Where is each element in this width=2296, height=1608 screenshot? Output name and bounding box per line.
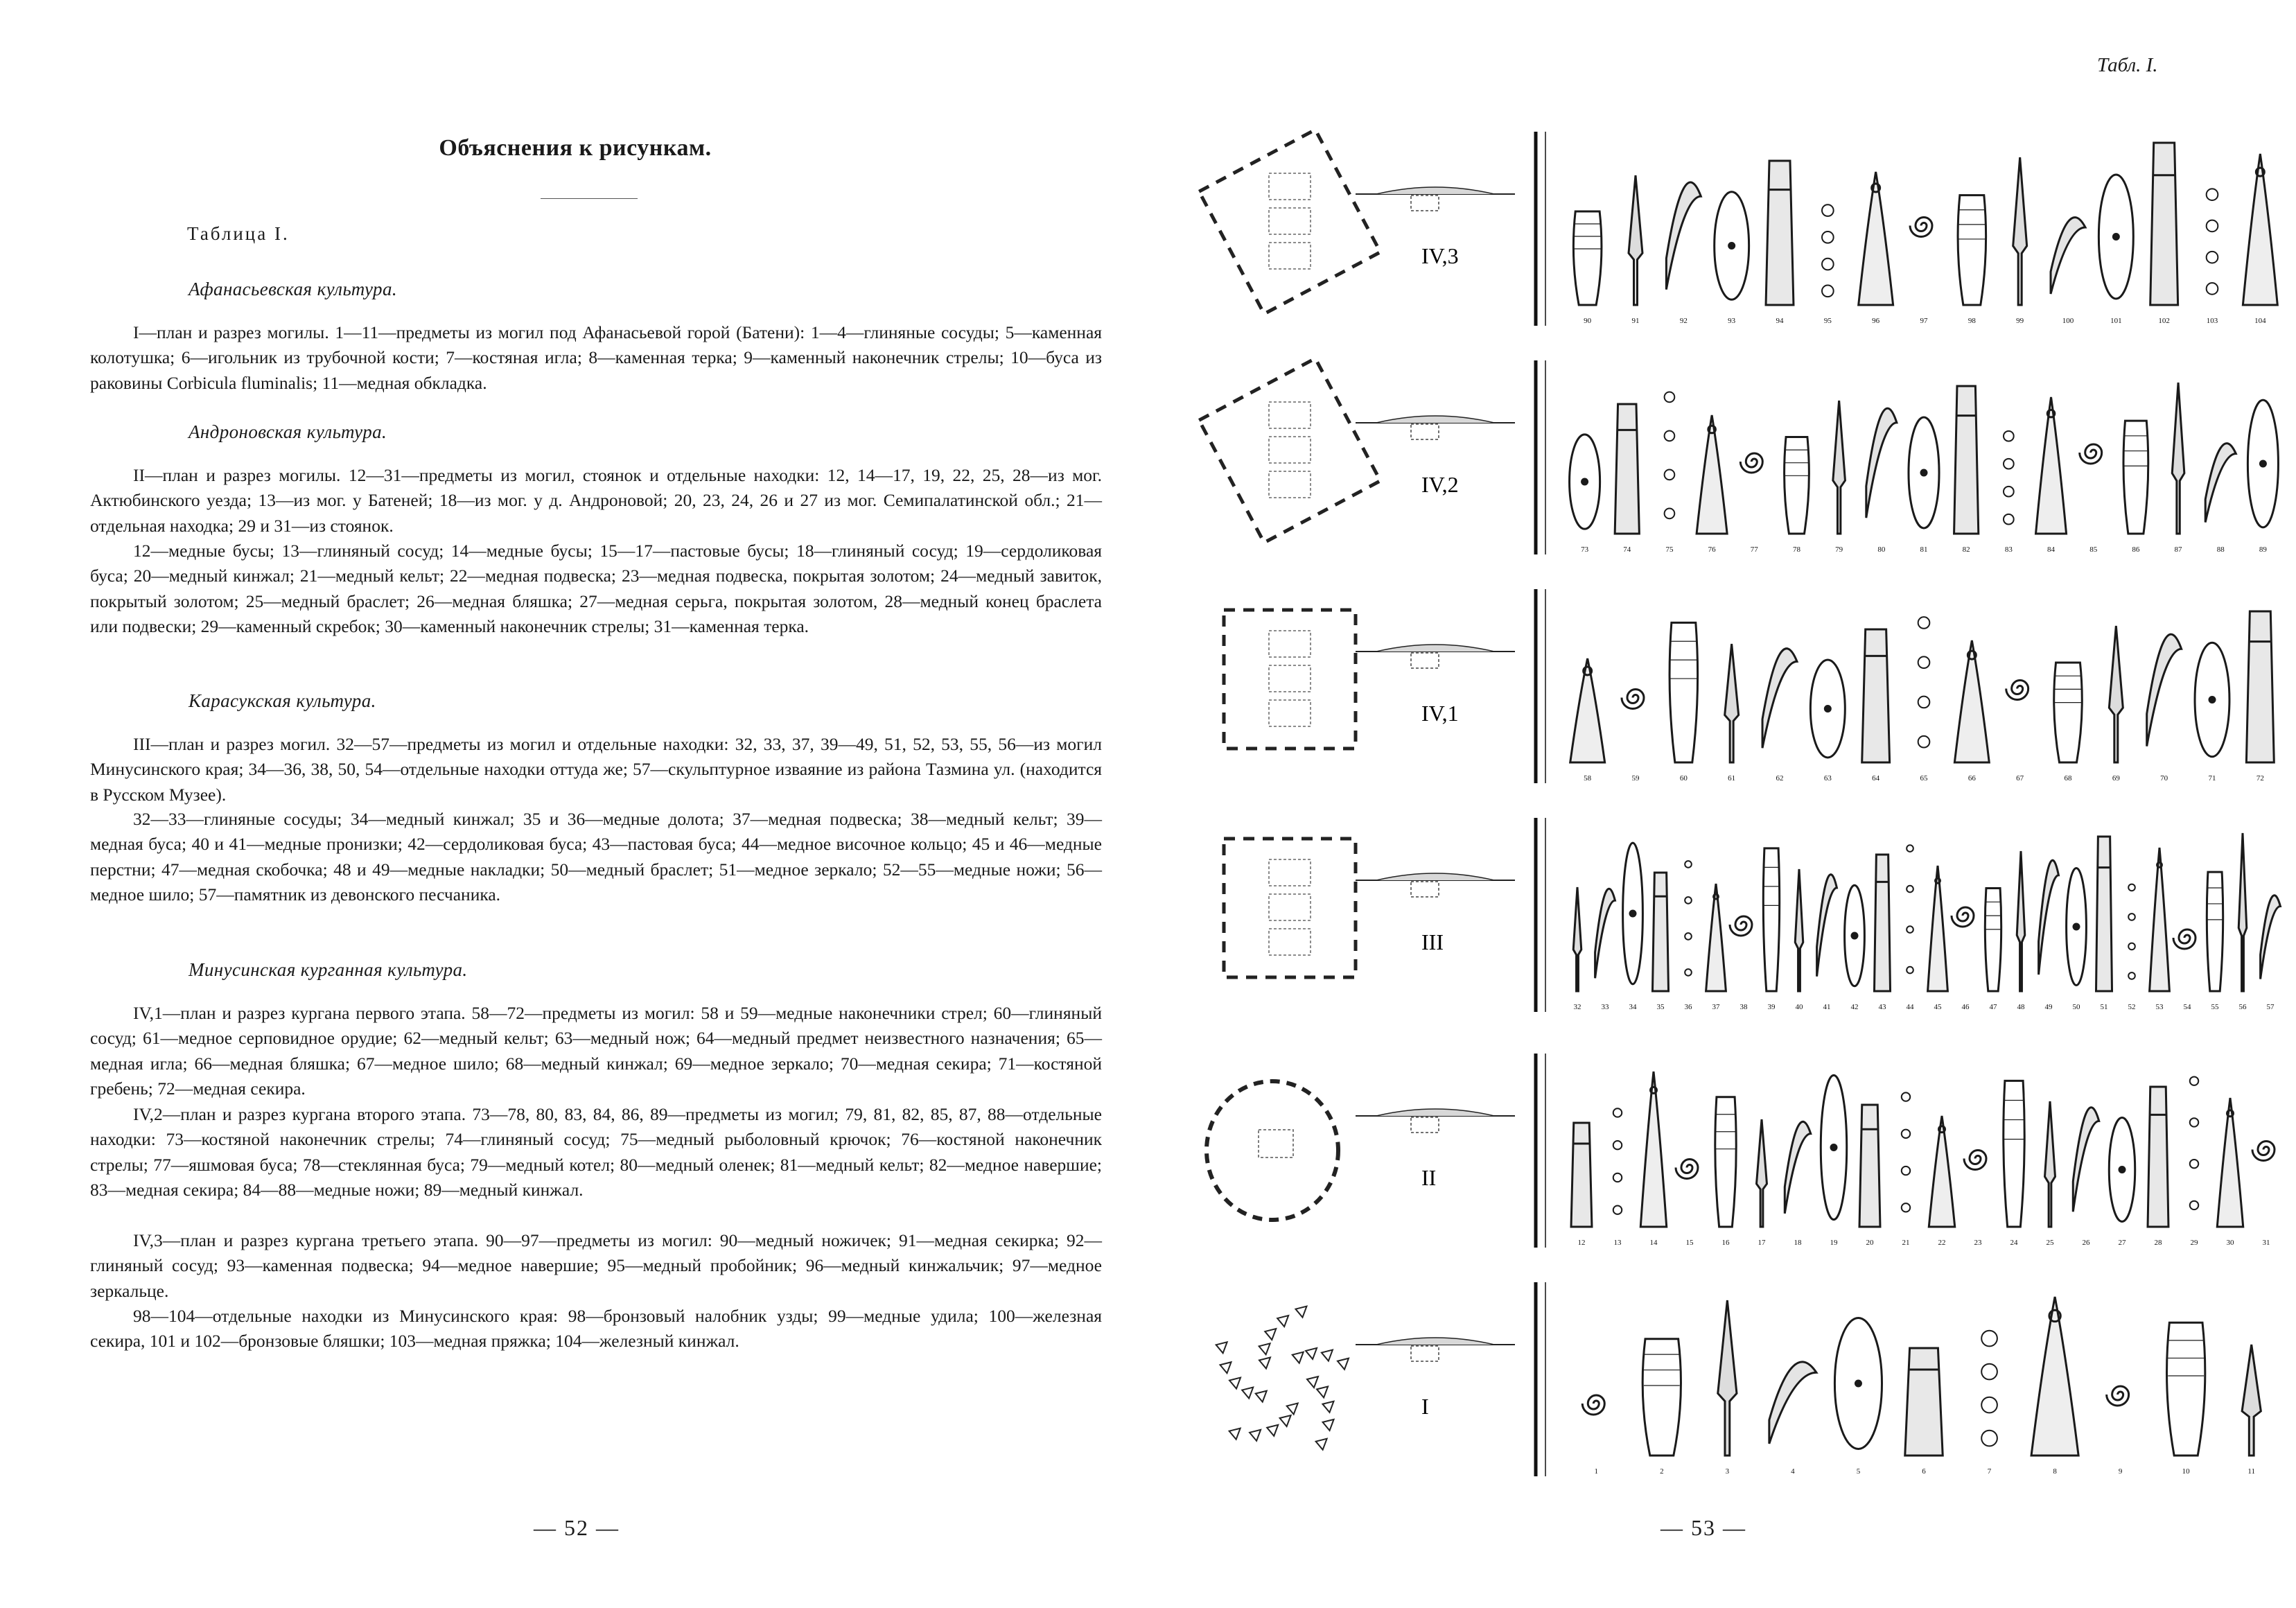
paragraph: IV,3—план и разрез кургана третьего этапа. 90—97—предметы из могил: 90—медный ножичек; 91—медная секирка; 92—глиняный сосуд; 93—каменная подвеска; 94—медное навершие; 95—медный пробойник; 96—медный кинжальчик; 97—медное зеркальце. (90, 1230, 1102, 1301)
artifact-figure (1905, 1348, 1943, 1476)
figure-number: 11 (2247, 1467, 2256, 1476)
figure-number: 74 (1623, 545, 1631, 554)
figure-number: 46 (1961, 1003, 1970, 1011)
artifact-figure (1697, 415, 1727, 554)
figure-number: 47 (1989, 1003, 1997, 1011)
artifact-figure (1676, 1160, 1698, 1248)
page-number: — 52 — (534, 1515, 620, 1540)
figure-number: 44 (1906, 1003, 1914, 1011)
artifact-figure (1954, 386, 1979, 554)
artifact-figure (1665, 392, 1675, 554)
figure-number: 38 (1739, 1003, 1748, 1011)
row-label: I (1421, 1394, 1429, 1419)
artifact-figure (2080, 444, 2102, 554)
figure-number: 6 (1922, 1467, 1926, 1476)
artifact-figure (1582, 1395, 1604, 1476)
figure-number: 70 (2160, 774, 2168, 783)
artifact-figure (2207, 189, 2218, 325)
artifact-figure (2167, 1322, 2205, 1476)
figure-number: 104 (2254, 317, 2266, 325)
artifact-figure (2109, 1118, 2135, 1248)
mound-section (1356, 416, 1515, 439)
figure-number: 15 (1685, 1239, 1694, 1247)
figure-number: 24 (2010, 1239, 2018, 1247)
figure-number: 63 (1823, 774, 1832, 783)
figure-number: 43 (1878, 1003, 1886, 1011)
figure-number: 58 (1584, 774, 1592, 783)
row-label: IV,1 (1421, 701, 1459, 726)
artifact-figure (2054, 663, 2083, 783)
figure-number: 28 (2154, 1239, 2162, 1247)
artifact-figure (2051, 218, 2085, 325)
figure-number: 99 (2016, 317, 2024, 325)
figure-number: 65 (1920, 774, 1928, 783)
artifact-figure (1762, 649, 1797, 783)
figure-number: 9 (2118, 1467, 2123, 1476)
table-label: Таблица I. (187, 223, 290, 244)
figure-number: 7 (1987, 1467, 1992, 1476)
figure-number: 85 (2089, 545, 2098, 554)
figure-number: 3 (1725, 1467, 1730, 1476)
figure-number: 83 (2004, 545, 2013, 554)
figure-number: 100 (2062, 317, 2074, 325)
artifact-figure (1730, 916, 1752, 1011)
artifact-figure (2031, 1297, 2078, 1476)
artifact-figure (1715, 1097, 1736, 1247)
figure-number: 21 (1902, 1239, 1910, 1247)
artifact-figure (1795, 869, 1803, 1011)
artifact-figure (2006, 681, 2028, 783)
figure-number: 49 (2044, 1003, 2053, 1011)
artifact-figure (1859, 172, 1893, 325)
artifact-figure (2247, 400, 2278, 554)
grave-plan (1216, 1306, 1349, 1450)
artifact-figure (1907, 845, 1915, 1011)
artifact-figure (1964, 1151, 1986, 1248)
artifact-figure (2017, 851, 2025, 1011)
figure-number: 84 (2047, 545, 2056, 554)
figure-number: 55 (2211, 1003, 2219, 1011)
figure-number: 34 (1629, 1003, 1637, 1011)
figure-number: 90 (1584, 317, 1592, 325)
plate-row (1216, 1282, 2261, 1476)
artifact-figure (1715, 192, 1749, 325)
artifact-figure (2123, 421, 2148, 554)
figure-number: 69 (2112, 774, 2120, 783)
figure-number: 30 (2226, 1239, 2234, 1247)
figure-number: 2 (1660, 1467, 1664, 1476)
figure-number: 45 (1934, 1003, 1942, 1011)
artifact-figure (1821, 1075, 1846, 1247)
paragraph: II—план и разрез могилы. 12—31—предметы из могил, стоянок и отдельные находки: 12, 14—17, 19, 22, 25, 28—из мог. Актюбинского уезда; 13—из мог. у Батеней; 18—из мог. у д. Андроновой; 20, 23, 24, 26 и 27 из мог. Семипалатинской обл.; 21—отдельная находка; 29 и 31—из стоянок. (90, 465, 1102, 536)
artifact-figure (1785, 1121, 1810, 1247)
mound-section (1356, 645, 1515, 668)
plate-illustration (1148, 0, 2296, 1497)
grave-plan (1224, 839, 1356, 977)
artifact-figure (2148, 1087, 2168, 1247)
figure-number: 62 (1776, 774, 1784, 783)
figure-number: 31 (2262, 1239, 2270, 1247)
mound-section (1356, 187, 1515, 211)
artifact-figure (1629, 175, 1642, 325)
figure-number: 94 (1776, 317, 1784, 325)
figure-number: 71 (2208, 774, 2216, 783)
figure-number: 50 (2072, 1003, 2080, 1011)
figure-number: 29 (2190, 1239, 2198, 1247)
row-label: II (1421, 1165, 1437, 1190)
figure-number: 73 (1581, 545, 1589, 554)
grave-plan (1224, 610, 1356, 749)
plate-row (1224, 589, 2274, 783)
artifact-figure (1652, 873, 1668, 1011)
artifact-figure (2004, 1081, 2024, 1247)
figure-number: 101 (2110, 317, 2122, 325)
artifact-figure (1866, 408, 1897, 554)
figure-number: 91 (1631, 317, 1640, 325)
artifact-figure (2217, 1098, 2243, 1247)
figure-number: 86 (2132, 545, 2140, 554)
artifact-figure (1785, 437, 1809, 554)
figure-number: 95 (1823, 317, 1832, 325)
artifact-figure (1954, 640, 1989, 783)
artifact-figure (1623, 843, 1643, 1011)
artifact-figure (1810, 660, 1845, 783)
artifact-figure (1981, 1331, 1997, 1476)
paragraph: IV,2—план и разрез кургана второго этапа. 73—78, 80, 83, 84, 86, 89—предметы из могил; 79, 81, 82, 85, 87, 88—отдельные находки: 73—костяной наконечник стрелы; 74—глиняный сосуд; 75—медный рыболовный крючок; 76—костяной наконечник стрелы; 77—яшмовая буса; 78—стеклянная буса; 79—медный котел; 80—медный оленек; 81—медный кельт; 82—медное навершие; 83—медная секира; 84—88—медные ножи; 89—медный кинжал. (90, 1104, 1102, 1200)
artifact-figure (2013, 157, 2027, 325)
artifact-figure (2073, 1108, 2098, 1247)
artifact-figure (1570, 435, 1600, 554)
artifact-figure (1859, 1105, 1880, 1247)
plate-row (1199, 130, 2277, 326)
artifact-figure (1985, 889, 2001, 1012)
figure-number: 93 (1728, 317, 1736, 325)
figure-number: 97 (1920, 317, 1928, 325)
artifact-figure (1571, 1123, 1592, 1247)
artifact-figure (1573, 211, 1602, 325)
artifact-figure (1763, 848, 1779, 1011)
figure-number: 8 (2053, 1467, 2057, 1476)
paragraph: I—план и разрез могилы. 1—11—предметы из могил под Афанасьевой горой (Батени): 1—4—глиняные сосуды; 5—каменная колотушка; 6—игольник из трубочной кости; 7—костяная игла; 8—каменная терка; 9—каменный наконечник стрелы; 10—буса из раковины Corbicula fluminalis; 11—медная обкладка. (90, 322, 1102, 393)
figure-number: 39 (1767, 1003, 1776, 1011)
plate-rows (1199, 130, 2280, 1476)
artifact-figure (1670, 622, 1698, 783)
figure-number: 35 (1656, 1003, 1665, 1011)
figure-number: 18 (1794, 1239, 1802, 1247)
figure-number: 33 (1601, 1003, 1609, 1011)
figure-number: 37 (1712, 1003, 1720, 1011)
artifact-figure (1570, 658, 1605, 783)
plate-row (1199, 358, 2278, 554)
figure-number: 68 (2064, 774, 2072, 783)
figure-number: 1 (1594, 1467, 1599, 1476)
artifact-figure (2238, 833, 2247, 1011)
figure-number: 23 (1974, 1239, 1982, 1247)
page-heading: Объяснения к рисункам. (439, 135, 712, 161)
artifact-figure (1725, 644, 1739, 783)
figure-number: 20 (1866, 1239, 1874, 1247)
row-label: IV,2 (1421, 472, 1459, 497)
artifact-figure (2252, 1142, 2275, 1247)
figure-number: 56 (2238, 1003, 2247, 1011)
artifact-figure (2173, 929, 2196, 1011)
figure-number: 40 (1795, 1003, 1803, 1011)
artifact-figure (1833, 401, 1846, 554)
artifact-figure (1834, 1318, 1882, 1476)
artifact-figure (1622, 690, 1644, 783)
figure-number: 52 (2128, 1003, 2136, 1011)
paragraph: 32—33—глиняные сосуды; 34—медный кинжал; 35 и 36—медные долота; 37—медная подвеска; 38—медный кельт; 39—медная буса; 40 и 41—медные пронизки; 42—сердоликовая буса; 43—пастовая буса; 44—медное височное кольцо; 45 и 46—медные перстни; 47—медная скобочка; 48 и 49—медные накладки; 50—медный браслет; 51—медное зеркало; 52—55—медные ножи; 56—медное шило; 57—памятник из девонского песчаника. (90, 809, 1102, 905)
figure-number: 66 (1968, 774, 1976, 783)
row-label: III (1421, 929, 1444, 954)
artifact-figure (1929, 1116, 1954, 1247)
figure-number: 16 (1721, 1239, 1730, 1247)
artifact-figure (2004, 431, 2014, 554)
artifact-figure (2261, 895, 2281, 1011)
paragraph: IV,1—план и разрез кургана первого этапа. 58—72—предметы из могил: 58 и 59—медные наконечники стрел; 60—глиняный сосуд; 61—медное серповидное орудие; 62—медный кельт; 63—медный нож; 64—медный предмет неизвестного назначения; 65—медная игла; 66—медная бляшка; 67—медное шило; 68—медный кинжал; 69—медное зеркало; 70—медная секира; 71—костяной гребень; 72—медная секира. (90, 1003, 1102, 1099)
figure-number: 22 (1938, 1239, 1946, 1247)
artifact-figure (1817, 875, 1837, 1011)
figure-number: 76 (1708, 545, 1716, 554)
section-title-karasuk: Карасукская культура. (189, 690, 376, 711)
artifact-figure (1822, 204, 1834, 325)
artifact-figure (1595, 889, 1615, 1011)
artifact-figure (2243, 154, 2277, 325)
heading-divider (541, 198, 638, 199)
artifact-figure (2067, 868, 2087, 1011)
figure-number: 78 (1792, 545, 1800, 554)
artifact-figure (2150, 848, 2170, 1011)
figure-number: 80 (1877, 545, 1886, 554)
artifact-figure (2036, 397, 2067, 554)
artifact-figure (2128, 884, 2136, 1011)
figure-number: 103 (2206, 317, 2218, 325)
figure-number: 51 (2100, 1003, 2108, 1011)
artifact-figure (1718, 1300, 1737, 1476)
plate-label: Табл. I. (2097, 54, 2158, 76)
artifact-figure (1706, 884, 1726, 1011)
paragraph: 98—104—отдельные находки из Минусинского края: 98—бронзовый налобник узды; 99—медные удила; 100—железная секира, 101 и 102—бронзовые бляшки; 103—медная пряжка; 104—железный кинжал. (90, 1306, 1102, 1352)
artifact-figure (1573, 887, 1581, 1011)
section-title-minusinsk: Минусинская курганная культура. (189, 959, 468, 980)
figure-number: 10 (2182, 1467, 2190, 1476)
grave-plan (1199, 130, 1381, 314)
artifact-figure (2246, 611, 2274, 783)
figure-number: 41 (1823, 1003, 1831, 1011)
figure-number: 5 (1856, 1467, 1861, 1476)
figure-number: 12 (1577, 1239, 1586, 1247)
mound-section (1356, 1338, 1515, 1361)
artifact-figure (2205, 444, 2236, 554)
artifact-figure (1769, 1362, 1816, 1476)
artifact-figure (2096, 837, 2112, 1011)
figure-number: 77 (1750, 545, 1758, 554)
figure-number: 54 (2183, 1003, 2191, 1011)
plate-row (1207, 1054, 2275, 1248)
figure-number: 102 (2158, 317, 2170, 325)
paragraph: 12—медные бусы; 13—глиняный сосуд; 14—медные бусы; 15—17—пастовые бусы; 18—глиняный сосуд; 19—сердоликовая буса; 20—медный кинжал; 21—медный кельт; 22—медная подвеска; 23—медная подвеска, покрытая золотом; 24—медный завиток, покрытый золотом; 25—медный браслет; 26—медная бляшка; 27—медная серьга, покрытая золотом, 28—медный конец браслета или подвески; 29—каменный скребок; 30—каменный наконечник стрелы; 31—каменная терка. (90, 541, 1102, 637)
figure-number: 26 (2082, 1239, 2090, 1247)
figure-number: 81 (1920, 545, 1928, 554)
figure-number: 96 (1872, 317, 1880, 325)
figure-number: 87 (2174, 545, 2182, 554)
paragraph: III—план и разрез могил. 32—57—предметы из могил и отдельные находки: 32, 33, 37, 39—49, 51, 52, 53, 55, 56—из могил Минусинского края; 34—36, 38, 50, 54—отдельные находки оттуда же; 57—скульптурное изваяние из района Тазмина ул. (находится в Русском Музее). (90, 734, 1102, 805)
artifact-figure (1757, 1119, 1767, 1247)
figure-number: 60 (1679, 774, 1688, 783)
artifact-figure (2147, 634, 2182, 783)
artifact-figure (1909, 417, 1939, 554)
figure-number: 25 (2046, 1239, 2054, 1247)
figure-number: 17 (1758, 1239, 1766, 1247)
artifact-figure (1952, 907, 1974, 1011)
artifact-figure (1910, 218, 1932, 326)
grave-plan (1199, 358, 1381, 543)
artifact-figure (2045, 1101, 2056, 1247)
artifact-figure (1685, 861, 1693, 1011)
figure-number: 88 (2216, 545, 2225, 554)
figure-number: 53 (2155, 1003, 2164, 1011)
section-title-andronovo: Андроновская культура. (189, 421, 387, 442)
figure-number: 48 (2017, 1003, 2025, 1011)
artifact-figure (2109, 626, 2123, 783)
artifact-figure (2242, 1345, 2261, 1476)
artifact-figure (1918, 617, 1930, 783)
figure-number: 75 (1665, 545, 1674, 554)
mound-section (1356, 1109, 1515, 1133)
artifact-figure (2195, 643, 2229, 783)
artifact-figure (1666, 182, 1701, 325)
figure-number: 32 (1573, 1003, 1581, 1011)
figure-number: 67 (2016, 774, 2024, 783)
figure-number: 59 (1631, 774, 1640, 783)
artifact-figure (1862, 629, 1890, 783)
artifact-figure (1640, 1072, 1666, 1247)
figure-number: 19 (1830, 1239, 1838, 1247)
artifact-figure (2190, 1076, 2198, 1247)
mound-section (1356, 873, 1515, 897)
figure-number: 64 (1872, 774, 1880, 783)
figure-number: 27 (2118, 1239, 2126, 1247)
artifact-figure (1615, 404, 1639, 554)
figure-number: 57 (2266, 1003, 2275, 1011)
artifact-figure (1928, 866, 1948, 1011)
artifact-figure (1958, 195, 1986, 325)
artifact-figure (1613, 1108, 1622, 1247)
artifact-figure (1740, 453, 1762, 554)
figure-number: 36 (1684, 1003, 1692, 1011)
grave-plan (1207, 1081, 1338, 1220)
artifact-figure (2098, 175, 2133, 325)
row-label: IV,3 (1421, 243, 1459, 268)
right-page (1148, 0, 2296, 1608)
artifact-figure (2150, 143, 2178, 325)
figure-number: 13 (1613, 1239, 1622, 1247)
section-title-afanasievo: Афанасьевская культура. (189, 279, 398, 299)
page-number: — 53 — (1660, 1515, 1746, 1540)
figure-number: 82 (1962, 545, 1970, 554)
artifact-figure (1642, 1339, 1681, 1476)
figure-number: 61 (1728, 774, 1736, 783)
figure-number: 14 (1649, 1239, 1658, 1247)
artifact-figure (2172, 383, 2184, 554)
artifact-figure (1766, 161, 1794, 325)
figure-number: 79 (1835, 545, 1843, 554)
artifact-figure (2207, 872, 2223, 1011)
artifact-figure (1902, 1092, 1910, 1247)
artifact-figure (2039, 860, 2059, 1011)
artifact-figure (1845, 885, 1865, 1011)
figure-number: 72 (2256, 774, 2264, 783)
figure-number: 98 (1968, 317, 1976, 325)
plate-row (1224, 818, 2280, 1012)
artifact-figure (2107, 1386, 2129, 1476)
figure-number: 92 (1679, 317, 1688, 325)
figure-number: 4 (1791, 1467, 1795, 1476)
figure-number: 89 (2259, 545, 2267, 554)
artifact-figure (1874, 855, 1890, 1011)
figure-number: 42 (1850, 1003, 1859, 1011)
